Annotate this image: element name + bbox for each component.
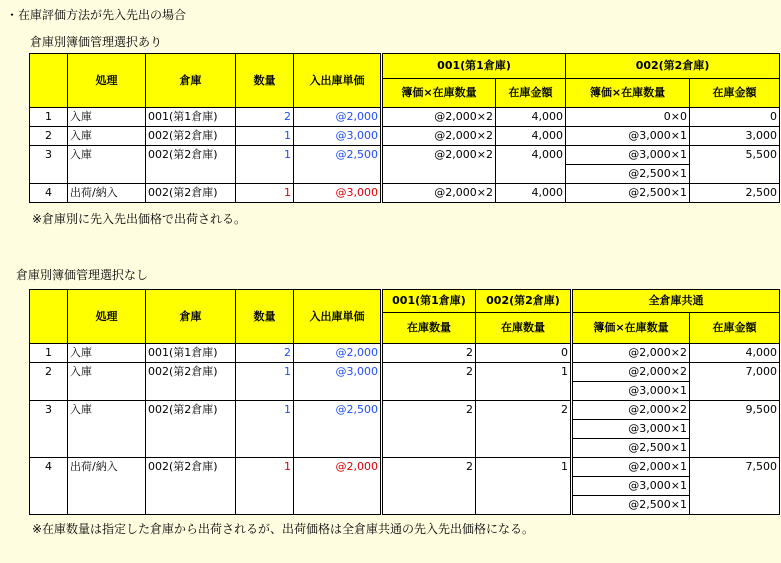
row-warehouse: 001(第1倉庫) xyxy=(146,108,236,127)
table-row-continuation xyxy=(30,165,780,184)
table-row-continuation xyxy=(30,477,780,496)
empty-cell xyxy=(146,477,236,496)
row-amount: 9,500 xyxy=(690,401,780,420)
header-g2-qty: 在庫数量 xyxy=(476,313,572,344)
row-process: 入庫 xyxy=(68,127,146,146)
empty-cell xyxy=(68,496,146,515)
row-no: 2 xyxy=(30,363,68,382)
row-g1-amount: 4,000 xyxy=(496,108,566,127)
empty-cell xyxy=(68,420,146,439)
empty-cell xyxy=(30,420,68,439)
empty-cell xyxy=(690,439,780,458)
row-g1-calc: @2,000×2 xyxy=(382,108,496,127)
row-g2-calc-2: @2,500×1 xyxy=(566,165,690,184)
header-g3-amount: 在庫金額 xyxy=(690,313,780,344)
row-no: 4 xyxy=(30,458,68,477)
row-calc: @3,000×1 xyxy=(572,420,690,439)
header-qty: 数量 xyxy=(236,290,294,344)
empty-cell xyxy=(382,165,496,184)
empty-cell xyxy=(68,439,146,458)
row-g1-qty: 2 xyxy=(382,401,476,420)
row-calc: @2,500×1 xyxy=(572,496,690,515)
table-row xyxy=(30,363,780,382)
header-process: 処理 xyxy=(68,290,146,344)
row-g2-amount: 2,500 xyxy=(690,184,780,203)
table-row xyxy=(30,127,780,146)
row-price: @2,500 xyxy=(294,146,382,165)
table-row-continuation xyxy=(30,420,780,439)
row-price: @2,500 xyxy=(294,401,382,420)
row-g1-calc: @2,000×2 xyxy=(382,127,496,146)
row-g1-calc: @2,000×2 xyxy=(382,184,496,203)
table-without-warehouse-costing xyxy=(29,289,780,515)
header-group-warehouse1: 001(第1倉庫) xyxy=(382,54,566,79)
empty-cell xyxy=(68,165,146,184)
row-qty: 1 xyxy=(236,184,294,203)
row-process: 入庫 xyxy=(68,344,146,363)
empty-cell xyxy=(294,382,382,401)
header-g1-qty: 在庫数量 xyxy=(382,313,476,344)
row-warehouse: 002(第2倉庫) xyxy=(146,184,236,203)
row-g1-amount: 4,000 xyxy=(496,184,566,203)
row-g1-qty: 2 xyxy=(382,458,476,477)
empty-cell xyxy=(690,165,780,184)
empty-cell xyxy=(382,477,476,496)
empty-cell xyxy=(294,165,382,184)
section2-note: ※在庫数量は指定した倉庫から出荷されるが、出荷価格は全倉庫共通の先入先出価格になる。 xyxy=(32,522,535,536)
row-price: @2,000 xyxy=(294,108,382,127)
header-no xyxy=(30,54,68,108)
row-amount: 4,000 xyxy=(690,344,780,363)
row-process: 入庫 xyxy=(68,108,146,127)
section1-title: 倉庫別簿価管理選択あり xyxy=(30,35,163,49)
empty-cell xyxy=(476,496,572,515)
empty-cell xyxy=(236,477,294,496)
empty-cell xyxy=(30,439,68,458)
row-amount: 7,500 xyxy=(690,458,780,477)
header-g3-calc: 簿価×在庫数量 xyxy=(572,313,690,344)
row-no: 1 xyxy=(30,344,68,363)
empty-cell xyxy=(30,165,68,184)
row-qty: 1 xyxy=(236,458,294,477)
page-title: ・在庫評価方法が先入先出の場合 xyxy=(6,8,187,22)
empty-cell xyxy=(68,382,146,401)
row-qty: 1 xyxy=(236,363,294,382)
row-no: 3 xyxy=(30,146,68,165)
row-warehouse: 002(第2倉庫) xyxy=(146,401,236,420)
row-qty: 2 xyxy=(236,344,294,363)
row-calc: @2,000×2 xyxy=(572,344,690,363)
header-group-all-warehouses: 全倉庫共通 xyxy=(572,290,780,313)
header-unit-price: 入出庫単価 xyxy=(294,290,382,344)
row-calc: @2,000×2 xyxy=(572,363,690,382)
row-warehouse: 002(第2倉庫) xyxy=(146,363,236,382)
row-process: 入庫 xyxy=(68,146,146,165)
row-price: @3,000 xyxy=(294,184,382,203)
empty-cell xyxy=(690,420,780,439)
table-row xyxy=(30,401,780,420)
header-group-warehouse1: 001(第1倉庫) xyxy=(382,290,476,313)
empty-cell xyxy=(690,477,780,496)
row-g1-amount: 4,000 xyxy=(496,146,566,165)
empty-cell xyxy=(382,382,476,401)
table-row xyxy=(30,108,780,127)
empty-cell xyxy=(382,496,476,515)
header-g1-amount: 在庫金額 xyxy=(496,79,566,108)
empty-cell xyxy=(146,439,236,458)
empty-cell xyxy=(236,165,294,184)
row-calc: @3,000×1 xyxy=(572,382,690,401)
row-g2-calc: @2,500×1 xyxy=(566,184,690,203)
row-g2-calc: @3,000×1 xyxy=(566,127,690,146)
header-warehouse: 倉庫 xyxy=(146,54,236,108)
row-no: 4 xyxy=(30,184,68,203)
empty-cell xyxy=(236,382,294,401)
row-g1-calc: @2,000×2 xyxy=(382,146,496,165)
empty-cell xyxy=(294,439,382,458)
table-with-warehouse-costing xyxy=(29,53,780,203)
row-g2-qty: 1 xyxy=(476,458,572,477)
header-unit-price: 入出庫単価 xyxy=(294,54,382,108)
empty-cell xyxy=(30,496,68,515)
row-qty: 2 xyxy=(236,108,294,127)
header-g2-amount: 在庫金額 xyxy=(690,79,780,108)
empty-cell xyxy=(294,420,382,439)
row-qty: 1 xyxy=(236,127,294,146)
empty-cell xyxy=(476,477,572,496)
empty-cell xyxy=(496,165,566,184)
table-row xyxy=(30,146,780,165)
row-g2-calc: @3,000×1 xyxy=(566,146,690,165)
empty-cell xyxy=(294,477,382,496)
row-process: 入庫 xyxy=(68,363,146,382)
table-row-continuation xyxy=(30,439,780,458)
empty-cell xyxy=(476,439,572,458)
empty-cell xyxy=(68,477,146,496)
row-g2-calc: 0×0 xyxy=(566,108,690,127)
header-process: 処理 xyxy=(68,54,146,108)
empty-cell xyxy=(146,382,236,401)
empty-cell xyxy=(236,496,294,515)
row-g2-amount: 3,000 xyxy=(690,127,780,146)
header-group-warehouse2: 002(第2倉庫) xyxy=(566,54,780,79)
row-g1-qty: 2 xyxy=(382,344,476,363)
row-warehouse: 002(第2倉庫) xyxy=(146,146,236,165)
table-row-continuation xyxy=(30,496,780,515)
row-calc: @2,000×1 xyxy=(572,458,690,477)
empty-cell xyxy=(382,420,476,439)
row-no: 2 xyxy=(30,127,68,146)
header-qty: 数量 xyxy=(236,54,294,108)
section2-title: 倉庫別簿価管理選択なし xyxy=(16,268,149,282)
section1-note: ※倉庫別に先入先出価格で出荷される。 xyxy=(32,212,247,226)
row-calc: @3,000×1 xyxy=(572,477,690,496)
header-g1-calc: 簿価×在庫数量 xyxy=(382,79,496,108)
row-g1-amount: 4,000 xyxy=(496,127,566,146)
table-row xyxy=(30,344,780,363)
empty-cell xyxy=(476,420,572,439)
row-g2-qty: 1 xyxy=(476,363,572,382)
empty-cell xyxy=(146,496,236,515)
empty-cell xyxy=(30,382,68,401)
row-no: 3 xyxy=(30,401,68,420)
row-qty: 1 xyxy=(236,146,294,165)
row-g2-amount: 0 xyxy=(690,108,780,127)
header-no xyxy=(30,290,68,344)
row-warehouse: 001(第1倉庫) xyxy=(146,344,236,363)
row-warehouse: 002(第2倉庫) xyxy=(146,127,236,146)
row-g1-qty: 2 xyxy=(382,363,476,382)
row-amount: 7,000 xyxy=(690,363,780,382)
empty-cell xyxy=(146,165,236,184)
row-price: @3,000 xyxy=(294,127,382,146)
row-process: 出荷/納入 xyxy=(68,184,146,203)
empty-cell xyxy=(476,382,572,401)
header-group-warehouse2: 002(第2倉庫) xyxy=(476,290,572,313)
row-g2-amount: 5,500 xyxy=(690,146,780,165)
row-no: 1 xyxy=(30,108,68,127)
empty-cell xyxy=(690,496,780,515)
row-price: @2,000 xyxy=(294,344,382,363)
row-g2-qty: 0 xyxy=(476,344,572,363)
empty-cell xyxy=(690,382,780,401)
row-calc: @2,000×2 xyxy=(572,401,690,420)
row-price: @2,000 xyxy=(294,458,382,477)
row-calc: @2,500×1 xyxy=(572,439,690,458)
table-row xyxy=(30,458,780,477)
empty-cell xyxy=(382,439,476,458)
table-row-continuation xyxy=(30,382,780,401)
row-warehouse: 002(第2倉庫) xyxy=(146,458,236,477)
row-qty: 1 xyxy=(236,401,294,420)
header-g2-calc: 簿価×在庫数量 xyxy=(566,79,690,108)
empty-cell xyxy=(294,496,382,515)
header-warehouse: 倉庫 xyxy=(146,290,236,344)
row-g2-qty: 2 xyxy=(476,401,572,420)
row-price: @3,000 xyxy=(294,363,382,382)
table-row xyxy=(30,184,780,203)
empty-cell xyxy=(236,420,294,439)
empty-cell xyxy=(146,420,236,439)
row-process: 出荷/納入 xyxy=(68,458,146,477)
empty-cell xyxy=(236,439,294,458)
row-process: 入庫 xyxy=(68,401,146,420)
empty-cell xyxy=(30,477,68,496)
